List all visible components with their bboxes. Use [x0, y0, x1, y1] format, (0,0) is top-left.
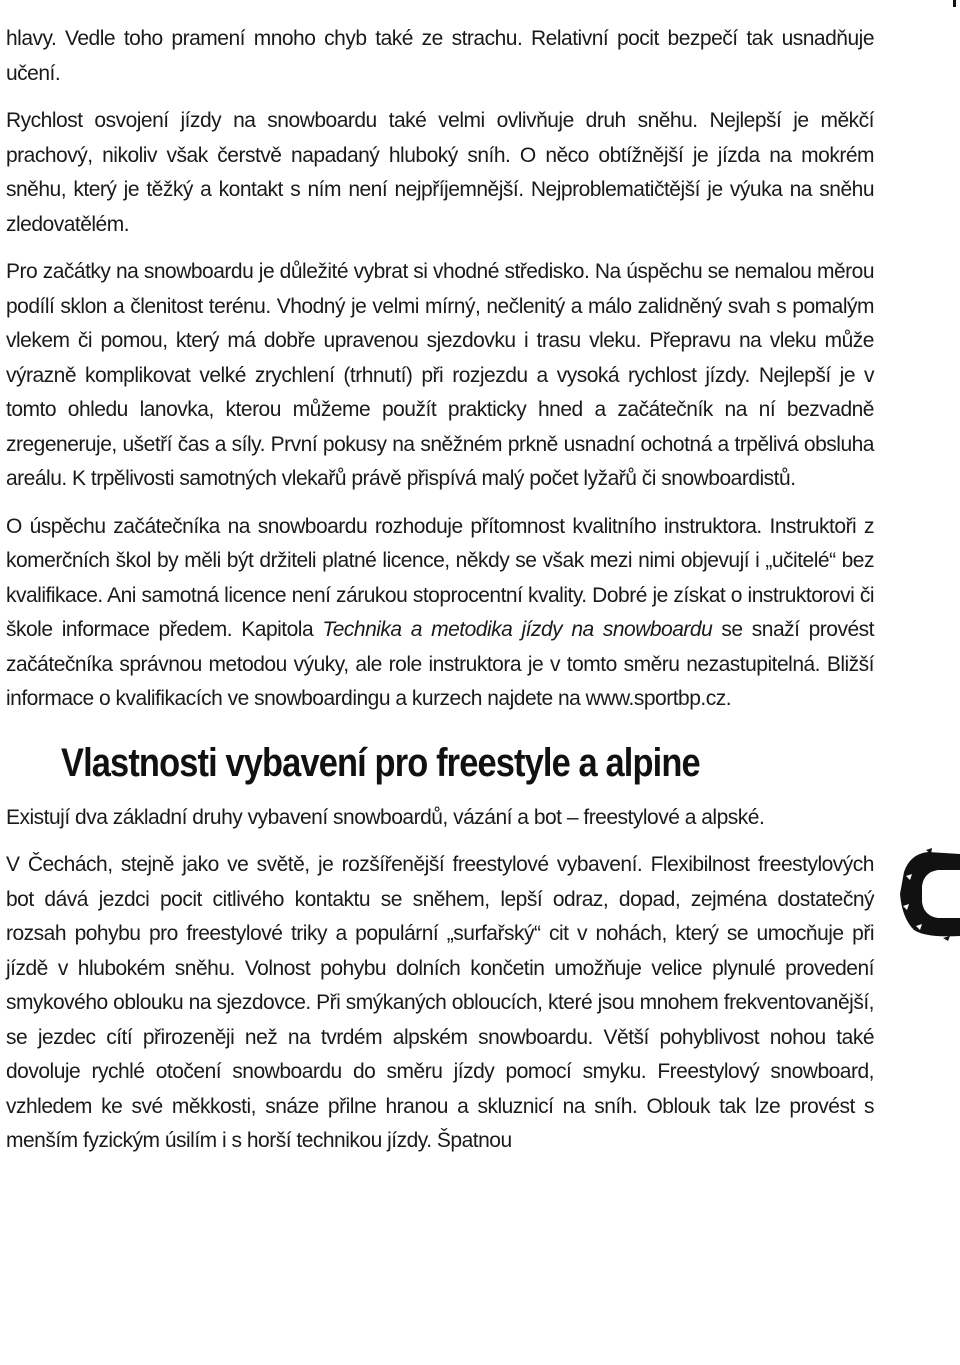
paragraph-equipment-types: Existují dva základní druhy vybavení snowboardů, vázání a bot – freestylové a alpské. — [6, 805, 765, 829]
chapter-c-brush-icon — [898, 846, 960, 942]
chapter-reference-title: Technika a metodika jízdy na snowboardu — [322, 618, 713, 641]
paragraph-instructor — [6, 510, 874, 717]
paragraph-snow-type: Rychlost osvojení jízdy na snowboardu také velmi ovlivňuje druh sněhu. Nejlepší je měkčí prachový, nikoliv však čerstvě napadaný hluboký sníh. O něco obtížnější je jízda na mokrém sněhu, který je těžký a kontakt s ním není nejpříjemnější. Nejproblematičtější je výuka na sněhu zledovatělém. — [6, 109, 874, 236]
page-corner-mark — [953, 0, 956, 7]
paragraph-freestyle-equipment: V Čechách, stejně jako ve světě, je rozšířenější freestylové vybavení. Flexibilnost freestylových bot dává jezdci pocit citlivého kontaktu se sněhem, lepší odraz, dopad, zejména dostatečný rozsah pohybu pro freestylové triky a populární „surfařský“ cit v nohách, který se umocňuje při jízdě v hlubokém sněhu. Volnost pohybu dolních končetin umožňuje velice plynulé provedení smykového oblouku na sjezdovce. Při smýkaných obloucích, které jsou mnohem frekventovanější, se jezdec cítí přirozeněji než na tvrdém alpském snowboardu. Větší pohyblivost nohou také dovoluje rychlé otočení snowboardu do směru jízdy pomocí smyku. Freestylový snowboard, vzhledem ke své měkkosti, snáze přilne hranou a skluznicí na sníh. Oblouk tak lze provést s menším fyzickým úsilím i s horší technikou jízdy. Špatnou — [6, 853, 874, 1152]
instructor-text-start: O úspěchu začátečníka na snowboardu rozhoduje přítomnost kvalitního instruktora. Instruktoři z komerčních škol by měli být držiteli platné licence, někdy se však mezi nimi objevují i „učitelé“ bez kvalifikace. Ani samotná licence není zárukou stoprocentní kvality. Dobré je získat o instruktorovi či škole informace předem. Kapitola — [6, 514, 874, 641]
instructor-text-end: se snaží provést začátečníka správnou metodou výuky, ale role instruktora je v tomto směru nezastupitelná. Bližší informace o kvalifikacích ve snowboardingu a kurzech najdete na www.sportbp.cz. — [6, 618, 874, 710]
section-heading: Vlastnosti vybavení pro freestyle a alpine — [61, 740, 700, 785]
paragraph-resort-choice: Pro začátky na snowboardu je důležité vybrat si vhodné středisko. Na úspěchu se nemalou měrou podílí sklon a členitost terénu. Vhodný je velmi mírný, nečlenitý a málo zalidněný svah s pomalým vlekem či pomou, který má dobře upravenou sjezdovku i trasu vleku. Přepravu na vleku může výrazně komplikovat velké zrychlení (trhnutí) při rozjezdu a vysoká rychlost jízdy. Nejlepší je v tomto ohledu lanovka, kterou můžeme použít prakticky hned a začátečník na ní bezvadně zregeneruje, ušetří čas a síly. První pokusy na sněžném prkně usnadní ochotná a trpělivá obsluha areálu. K trpělivosti samotných vlekařů právě přispívá malý počet lyžařů či snowboardistů. — [6, 260, 874, 490]
document-page — [6, 22, 874, 1172]
paragraph-fear: hlavy. Vedle toho pramení mnoho chyb také ze strachu. Relativní pocit bezpečí tak usnadňuje učení. — [6, 27, 874, 85]
